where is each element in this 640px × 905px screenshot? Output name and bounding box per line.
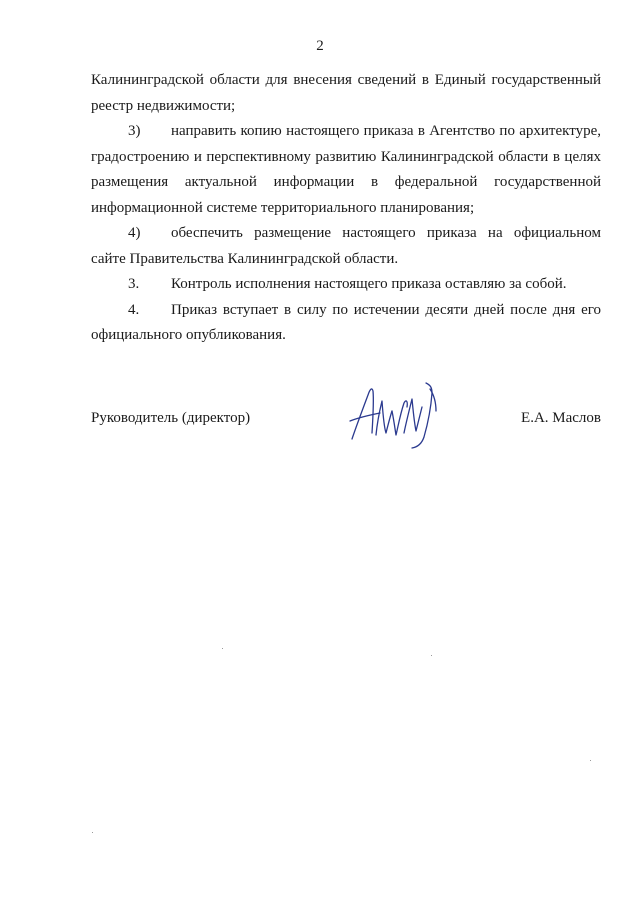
- scan-speck: [92, 832, 93, 833]
- clause-3: [91, 272, 601, 298]
- clause-text: Приказ вступает в силу по истечении десяти дней после дня его официального опубликования.: [91, 301, 601, 343]
- list-item-3-paren: [91, 119, 601, 221]
- list-item-number: 3): [128, 123, 141, 139]
- list-item-text: обеспечить размещение настоящего приказа на официальном сайте Правительства Калининградской области.: [91, 225, 601, 267]
- list-item-number: 4): [128, 225, 141, 241]
- scan-speck: [222, 648, 223, 649]
- signer-name: Е.А. Маслов: [521, 410, 601, 426]
- handwritten-signature: [346, 377, 446, 449]
- page-number: 2: [316, 38, 324, 54]
- continuation-paragraph: Калининградской области для внесения сведений в Единый государственный реестр недвижимости;: [91, 72, 601, 114]
- signer-title: Руководитель (директор): [91, 410, 251, 426]
- scan-speck: [590, 760, 591, 761]
- signature-block: [91, 405, 601, 465]
- scan-speck: [431, 655, 432, 656]
- clause-text: Контроль исполнения настоящего приказа оставляю за собой.: [171, 276, 567, 292]
- list-item-text: направить копию настоящего приказа в Агентство по архитектуре, градостроению и перспективному развитию Калининградской области в целях размещения актуальной информации в федеральной государственной информационной системе территориального планирования;: [91, 123, 601, 216]
- document-body: [91, 68, 601, 349]
- clause-number: 4.: [128, 301, 140, 318]
- clause-number: 3.: [128, 276, 140, 292]
- clause-4: [91, 298, 601, 349]
- list-item-4-paren: [91, 221, 601, 272]
